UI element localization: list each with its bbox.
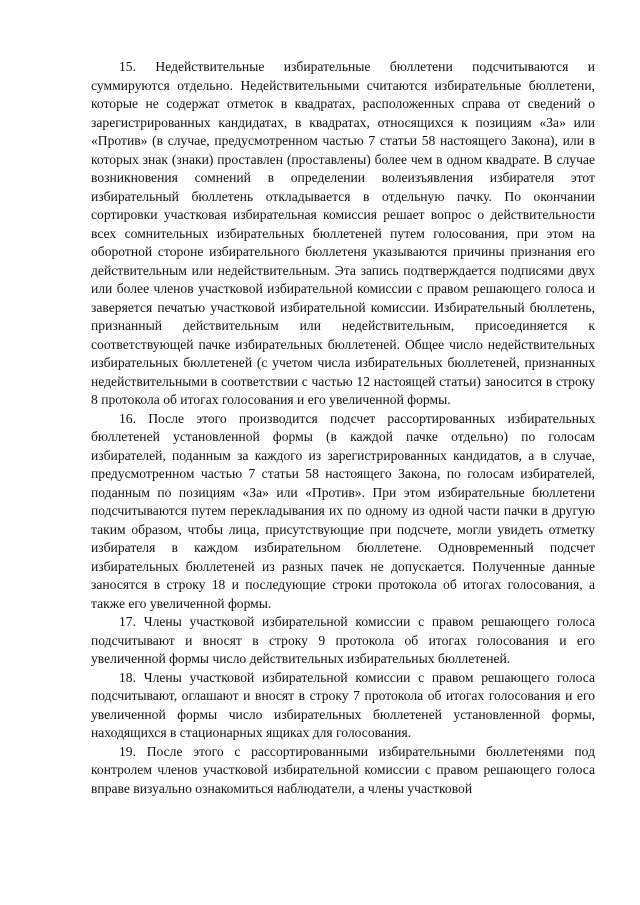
document-page [91,58,595,798]
paragraph-19: 19. После этого с рассортированными избирательными бюллетенями под контролем членов участковой избирательной комиссии с правом решающего голоса вправе визуально ознакомиться наблюдатели, а члены участковой [91,743,595,796]
paragraph-15: 15. Недействительные избирательные бюллетени подсчитываются и суммируются отдельно. Недействительными считаются избирательные бюллетени, которые не содержат отметок в квадратах, расположенных справа от сведений о зарегистрированных кандидатах, в квадратах, относящихся к позициям «За» или «Против» (в случае, предусмотренном частью 7 статьи 58 настоящего Закона), или в которых знак (знаки) проставлен (проставлены) более чем в одном квадрате. В случае возникновения сомнений в определении волеизъявления избирателя этот избирательный бюллетень откладывается в отдельную пачку. По окончании сортировки участковая избирательная комиссия решает вопрос о действительности всех сомнительных избирательных бюллетеней путем голосования, при этом на оборотной стороне избирательного бюллетеня указываются причины признания его действительным или недействительным. Эта запись подтверждается подписями двух или более членов участковой избирательной комиссии с правом решающего голоса и заверяется печатью участковой избирательной комиссии. Избирательный бюллетень, признанный действительным или недействительным, присоединяется к соответствующей пачке избирательных бюллетеней. Общее число недействительных избирательных бюллетеней (с учетом числа избирательных бюллетеней, признанных недействительными в соответствии с частью 12 настоящей статьи) заносится в строку 8 протокола об итогах голосования и его увеличенной формы. [91,59,595,407]
paragraph-18: 18. Члены участковой избирательной комиссии с правом решающего голоса подсчитывают, оглашают и вносят в строку 7 протокола об итогах голосования и его увеличенной формы число избирательных бюллетеней установленной формы, находящихся в стационарных ящиках для голосования. [91,669,595,740]
paragraph-17: 17. Члены участковой избирательной комиссии с правом решающего голоса подсчитывают и вносят в строку 9 протокола об итогах голосования и его увеличенной формы число действительных избирательных бюллетеней. [91,614,595,666]
paragraph-16: 16. После этого производится подсчет рассортированных избирательных бюллетеней установленной формы (в каждой пачке отдельно) по голосам избирателей, поданным за каждого из зарегистрированных кандидатов, а в случае, предусмотренном частью 7 статьи 58 настоящего Закона, по голосам избирателей, поданным по позициям «За» или «Против». При этом избирательные бюллетени подсчитываются путем перекладывания их по одному из одной части пачки в другую таким образом, чтобы лица, присутствующие при подсчете, могли увидеть отметку избирателя в каждом избирательном бюллетене. Одновременный подсчет избирательных бюллетеней из разных пачек не допускается. Полученные данные заносятся в строку 18 и последующие строки протокола об итогах голосования, а также его увеличенной формы. [91,410,595,611]
